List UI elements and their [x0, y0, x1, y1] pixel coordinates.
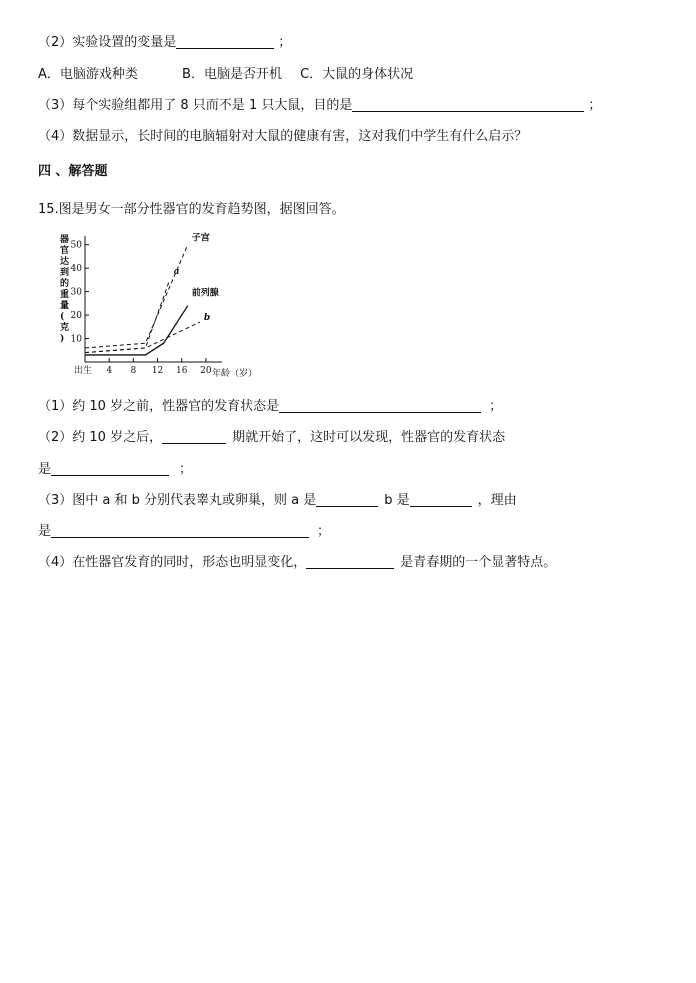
y-tick-label: 10: [70, 334, 82, 345]
series-line: [85, 322, 200, 353]
p15-q2-blank1[interactable]: [162, 429, 226, 444]
q3-line: [38, 97, 601, 115]
y-label-char: 量: [60, 301, 70, 311]
p15-q3-mid: b 是: [384, 493, 410, 508]
p15-q2-line: [38, 429, 505, 447]
option-c[interactable]: C．大鼠的身体状况: [300, 67, 414, 82]
p15-q2-end: ；: [179, 462, 193, 477]
q3-blank[interactable]: [352, 97, 584, 112]
y-label-char: ): [60, 334, 65, 344]
y-ticks: [71, 241, 89, 345]
y-label-char: 的: [60, 279, 70, 289]
p15-q2-blank2[interactable]: [51, 461, 169, 476]
series-label: b: [203, 313, 211, 324]
q4-label: （4）数据显示，长时间的电脑辐射对大鼠的健康有害，这对我们中学生有什么启示？: [38, 129, 528, 144]
y-tick-label: 40: [70, 264, 82, 275]
axes: [85, 236, 222, 362]
y-tick-label: 20: [70, 311, 82, 322]
series-label: 前列腺: [191, 288, 219, 299]
option-b[interactable]: B．电脑是否开机: [182, 67, 282, 82]
p15-q3-end: ；: [317, 524, 331, 539]
p15-q1-end: ；: [489, 399, 503, 414]
x-axis-label: 年龄（岁）: [212, 369, 258, 379]
options-line: [38, 66, 413, 84]
p15-q2-mid: 期就开始了，这时可以发现，性器官的发育状态: [232, 430, 506, 445]
p15-q3-blank-reason[interactable]: [51, 523, 309, 538]
p15-q1-line: [38, 398, 502, 416]
p15-q3-blank-b[interactable]: [410, 492, 472, 507]
y-label-char: 官: [60, 246, 70, 256]
q2-blank[interactable]: [176, 34, 274, 49]
p15-q3-line2-label: 是: [38, 524, 52, 539]
q2-end: ；: [278, 35, 292, 50]
p15-q3-blank-a[interactable]: [316, 492, 378, 507]
y-label-char: 达: [60, 257, 70, 267]
y-label-char: 重: [60, 290, 70, 300]
x-tick-label: 16: [176, 366, 188, 376]
q3-end: ；: [588, 98, 602, 113]
p15-q3-label: （3）图中 a 和 b 分别代表睾丸或卵巢，则 a 是: [38, 493, 317, 508]
y-tick-label: 50: [70, 240, 82, 251]
x-tick-label: 20: [200, 366, 212, 376]
x-tick-label: 出生: [73, 366, 93, 376]
p15-q4-label: （4）在性器官发育的同时，形态也明显变化，: [38, 555, 307, 570]
y-label-char: 器: [60, 235, 70, 245]
x-tick-label: 4: [106, 366, 113, 376]
y-tick-label: 30: [70, 287, 82, 298]
p15-q3-line: [38, 492, 517, 510]
p15-q4-line: [38, 554, 556, 572]
x-tick-label: 12: [151, 366, 164, 376]
y-label-char: 克: [60, 323, 70, 333]
p15-q1-blank[interactable]: [279, 398, 481, 413]
p15-q3-mid2: ，理由: [477, 493, 517, 508]
series-line: [85, 245, 188, 348]
q2-label: （2）实验设置的变量是: [38, 35, 177, 50]
p15-q4-blank[interactable]: [306, 554, 394, 569]
q3-label: （3）每个实验组都用了 8 只而不是 1 只大鼠，目的是: [38, 98, 353, 113]
q2-line: [38, 34, 291, 52]
y-label-char: 到: [60, 268, 70, 278]
section-title: [38, 163, 108, 181]
p15-q2-line2: [38, 461, 192, 479]
p15-q2-line2-label: 是: [38, 462, 52, 477]
series-lines: [85, 232, 219, 355]
p15-stem: [38, 201, 345, 219]
p15-q3-line2: [38, 523, 330, 541]
series-line: [85, 306, 188, 355]
p15-q2-label: （2）约 10 岁之后，: [38, 430, 163, 445]
y-label-char: (: [60, 312, 65, 322]
series-label: a: [173, 266, 180, 277]
organ-development-chart: [56, 232, 276, 384]
series-line: [85, 280, 170, 353]
section-title-text: 四 、解答题: [38, 164, 108, 179]
x-tick-label: 8: [130, 366, 137, 376]
p15-q4-end: 是青春期的一个显著特点。: [400, 555, 557, 570]
p15-stem-text: 15.图是男女一部分性器官的发育趋势图，据图回答。: [38, 202, 345, 217]
series-label: 子宫: [191, 233, 210, 244]
q4-line: [38, 128, 527, 146]
p15-q1-label: （1）约 10 岁之前，性器官的发育状态是: [38, 399, 280, 414]
y-axis-label: [60, 233, 69, 344]
x-ticks: [74, 358, 212, 376]
option-a[interactable]: A．电脑游戏种类: [38, 67, 138, 82]
